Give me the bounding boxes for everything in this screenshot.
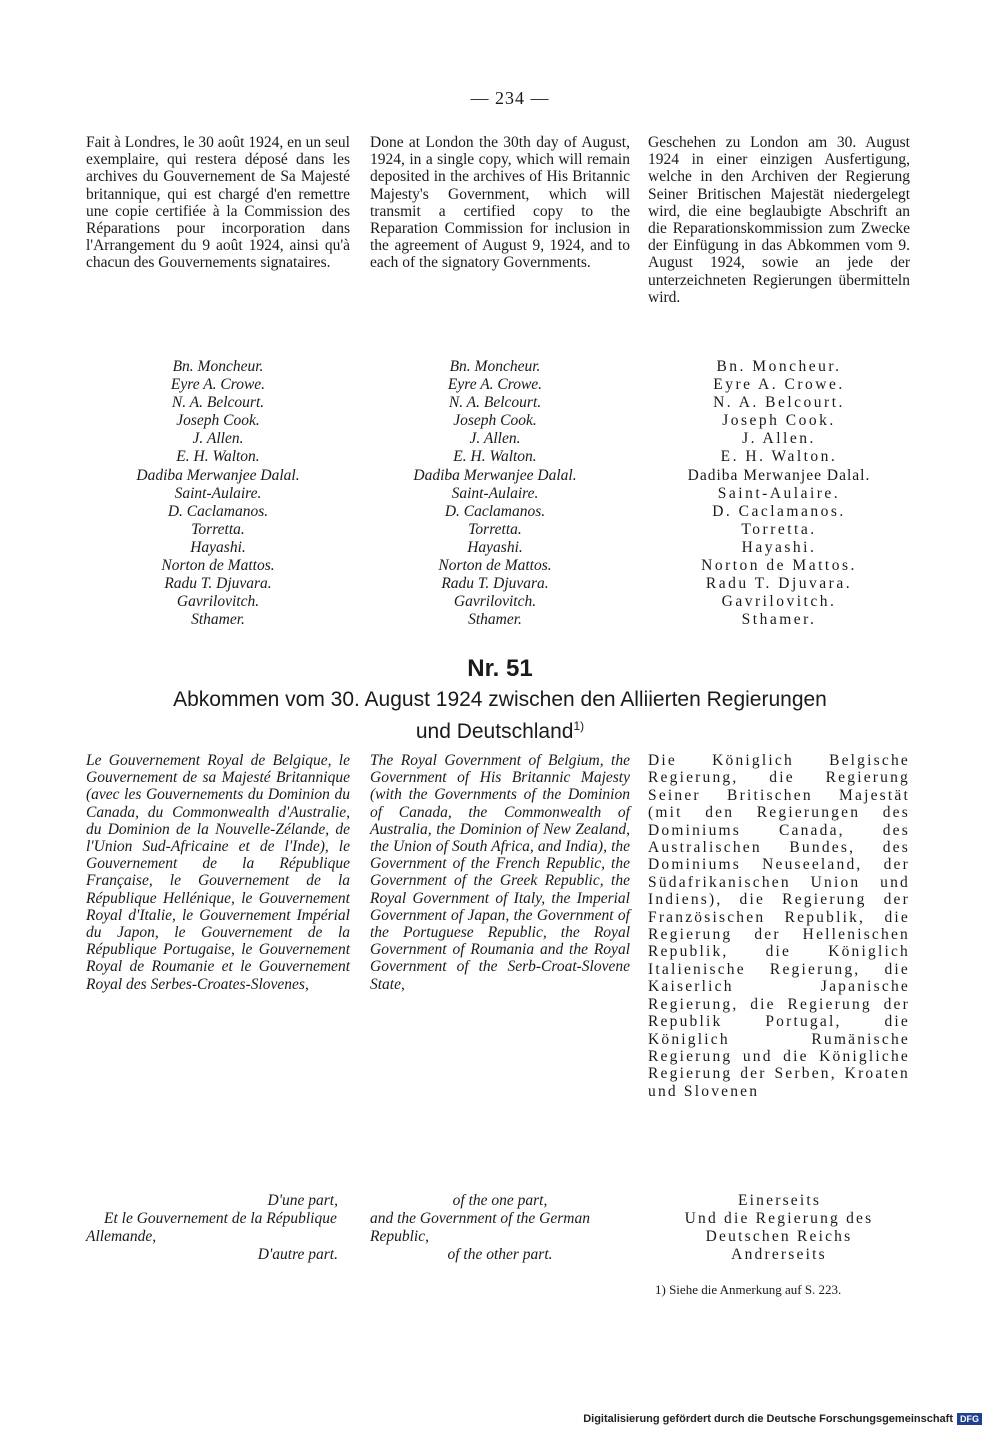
parties-german <box>648 1192 910 1264</box>
signatory: Hayashi. <box>190 538 246 556</box>
signatory: D. Caclamanos. <box>167 502 269 520</box>
signatory: D. Caclamanos. <box>712 502 846 520</box>
signatory: Eyre A. Crowe. <box>713 376 845 394</box>
closing-french-text: Fait à Londres, le 30 août 1924, en un seul exemplaire, qui restera déposé dans les archives du Gouvernement de Sa Majesté britannique, qui est chargé d'en remettre une copie certifiée à la Commission des Réparations pour incorporation dans l'Arrangement du 9 août 1924, ainsi qu'à chacun des Gouvernements signataires. <box>86 134 350 272</box>
digitization-credit-text: Digitalisierung gefördert durch die Deutsche Forschungsgemeinschaft <box>583 1413 953 1425</box>
digitization-credit <box>583 1413 982 1425</box>
signatory: J. Allen. <box>192 430 244 448</box>
signatory: Hayashi. <box>741 538 817 556</box>
preamble-english-text: The Royal Government of Belgium, the Government of His Britannic Majesty (with the Governments of the Dominion of Canada, the Commonwealth of Australia, the Dominion of New Zealand, the Union of South Africa, and India), the Government of the French Republic, the Government of the Greek Republic, the Royal Government of Italy, the Imperial Government of Japan, the Government of the Portuguese Republic, the Royal Government of Roumania and the Royal Government of the Serb-Croat-Slovene State, <box>370 752 630 993</box>
signatory: Gavrilovitch. <box>721 593 837 611</box>
signatory: Dadiba Merwanjee Dalal. <box>136 466 300 484</box>
preamble-english <box>370 752 630 993</box>
other-part-label: of the other part. <box>447 1246 553 1263</box>
signatory: Bn. Moncheur. <box>716 358 842 375</box>
signatory: Gavrilovitch. <box>176 593 260 611</box>
signatory: J. Allen. <box>742 430 816 448</box>
other-part-label: Andrerseits <box>731 1246 827 1263</box>
one-part-label: Einerseits <box>738 1192 822 1209</box>
signatory: Sthamer. <box>468 611 522 629</box>
signatory: N. A. Belcourt. <box>713 394 845 412</box>
signatory: Gavrilovitch. <box>453 593 537 611</box>
preamble-german-text: Die Königlich Belgische Regierung, die Regierung Seiner Britischen Majestät (mit den Regierungen des Dominiums Canada, des Australischen Bundes, des Dominiums Neuseeland, der Südafrikanischen Union und Indiens), die Regierung der Französischen Republik, die Regierung der Hellenischen Republik, die Königlich Italienische Regierung, die Kaiserlich Japanische Regierung, die Regierung der Republik Portugal, die Königlich Rumänische Regierung und die Königliche Regierung der Serben, Kroaten und Slovenen <box>648 752 910 1100</box>
signatory: Joseph Cook. <box>453 412 537 430</box>
signatory: Sthamer. <box>191 611 245 629</box>
closing-german <box>648 134 910 306</box>
dfg-logo-icon: DFG <box>957 1413 982 1425</box>
signatories-french <box>86 358 350 629</box>
closing-french <box>86 134 350 272</box>
signatory: Joseph Cook. <box>722 412 836 430</box>
signatory: Dadiba Merwanjee Dalal. <box>687 466 871 484</box>
section-title-line2 <box>0 713 1000 745</box>
other-part-label: D'autre part. <box>257 1246 338 1263</box>
closing-english <box>370 134 630 272</box>
signatory: Torretta. <box>468 520 522 538</box>
parties-french <box>86 1192 350 1264</box>
one-part-label: D'une part, <box>267 1192 338 1209</box>
signatory: Eyre A. Crowe. <box>447 376 543 394</box>
signatory: Saint-Aulaire. <box>174 484 262 502</box>
signatory: Norton de Mattos. <box>438 557 552 575</box>
second-party: Und die Regierung des Deutschen Reichs <box>684 1210 874 1245</box>
preamble-french <box>86 752 350 993</box>
second-party: and the Government of the German Republic, <box>370 1210 590 1245</box>
parties-english <box>370 1192 630 1264</box>
signatory: E. H. Walton. <box>176 448 260 466</box>
signatory: Bn. Moncheur. <box>449 358 541 375</box>
signatory: Sthamer. <box>741 611 817 629</box>
signatory: Saint-Aulaire. <box>451 484 539 502</box>
second-party: Et le Gouvernement de la République Allemande, <box>86 1210 337 1245</box>
signatory: E. H. Walton. <box>720 448 838 466</box>
closing-german-text: Geschehen zu London am 30. August 1924 in einer einzigen Ausfertigung, welche in den Archiven der Regierung Seiner Britischen Majestät niedergelegt wird, die eine beglaubigte Abschrift an die Reparationskommission zum Zwecke der Einfügung in das Abkommen vom 9. August 1924, sowie an jede der unterzeichneten Regierungen übermitteln wird. <box>648 134 910 306</box>
section-number: Nr. 51 <box>467 655 533 682</box>
section-title <box>0 686 1000 745</box>
signatory: Radu T. Djuvara. <box>705 575 853 593</box>
signatory: Saint-Aulaire. <box>717 484 841 502</box>
signatory: Norton de Mattos. <box>701 557 857 575</box>
signatory: N. A. Belcourt. <box>171 394 265 412</box>
closing-english-text: Done at London the 30th day of August, 1924, in a single copy, which will remain deposited in the archives of His Britannic Majesty's Government, which will transmit a certified copy to the Reparation Commission for inclusion in the agreement of August 9, 1924, and to each of the signatory Governments. <box>370 134 630 272</box>
signatory: Hayashi. <box>467 538 523 556</box>
signatories-german <box>648 358 910 629</box>
signatory: Dadiba Merwanjee Dalal. <box>413 466 577 484</box>
signatory: Norton de Mattos. <box>161 557 275 575</box>
signatory: D. Caclamanos. <box>444 502 546 520</box>
footnote: 1) Siehe die Anmerkung auf S. 223. <box>655 1282 842 1297</box>
signatory: E. H. Walton. <box>453 448 537 466</box>
preamble-french-text: Le Gouvernement Royal de Belgique, le Gouvernement de sa Majesté Britannique (avec les Gouvernements du Dominion du Canada, du Commonwealth d'Australie, du Dominion de la Nouvelle-Zélande, de l'Union Sud-Africaine et de l'Inde), le Gouvernement de la République Française, le Gouvernement de la République Hellénique, le Gouvernement Royal d'Italie, le Gouvernement Impérial du Japon, le Gouvernement de la République Portugaise, le Gouvernement Royal de Roumanie et le Gouvernement Royal des Serbes-Croates-Slovenes, <box>86 752 350 993</box>
signatory: Eyre A. Crowe. <box>170 376 266 394</box>
signatory: J. Allen. <box>469 430 521 448</box>
footnote-marker: 1) <box>573 719 585 733</box>
signatory: Torretta. <box>741 520 817 538</box>
signatory: N. A. Belcourt. <box>448 394 542 412</box>
one-part-label: of the one part, <box>452 1192 548 1209</box>
signatory: Bn. Moncheur. <box>172 358 264 375</box>
page-number: — 234 — <box>470 88 550 108</box>
section-title-line1: Abkommen vom 30. August 1924 zwischen den Alliierten Regierungen <box>173 688 827 711</box>
section-title-line2-text: und Deutschland <box>415 720 574 743</box>
signatories-english <box>360 358 630 629</box>
preamble-german <box>648 752 910 1100</box>
signatory: Radu T. Djuvara. <box>164 575 272 593</box>
signatory: Torretta. <box>191 520 245 538</box>
signatory: Joseph Cook. <box>176 412 260 430</box>
signatory: Radu T. Djuvara. <box>441 575 549 593</box>
